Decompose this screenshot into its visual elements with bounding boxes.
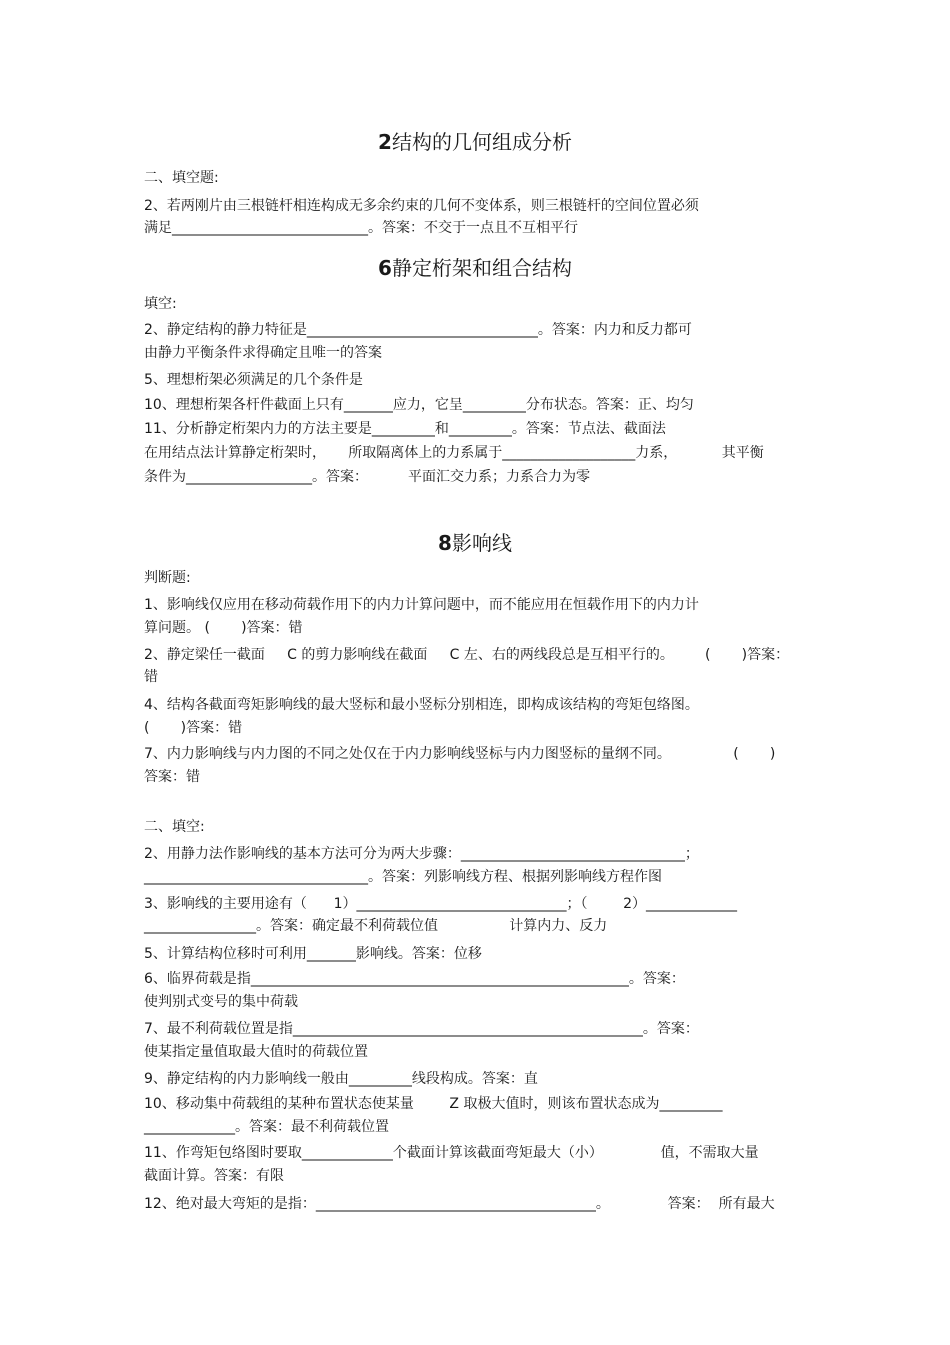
fill-7-line2: 使某指定量值取最大值时的荷载位置 [144,1044,368,1060]
judge-subhead: 判断题: [144,570,191,586]
sec2-q2-line2: 满足____________________________。答案：不交于一点且不互相平行 [144,220,578,236]
sec6-node-line1: 在用结点法计算静定桁架时， 所取隔离体上的力系属于___________________力系， 其平衡 [144,445,764,461]
fill-6-line1: 6、临界荷载是指______________________________________________________。答案： [144,971,685,987]
section-2-subhead: 二、填空题: [144,170,219,186]
fill-3-line2: ________________。答案：确定最不利荷载位值 计算内力、反力 [144,918,608,934]
judge-7-line2: 答案：错 [144,769,200,785]
judge-4-line1: 4、结构各截面弯矩影响线的最大竖标和最小竖标分别相连，即构成该结构的弯矩包络图。 [144,697,699,713]
fill-11-line1: 11、作弯矩包络图时要取_____________个截面计算该截面弯矩最大（小） 值，不需取大量 [144,1145,759,1161]
judge-2-line1: 2、静定梁任一截面 C 的剪力影响线在截面 C 左、右的两线段总是互相平行的。 ( )答案： [144,647,790,663]
section-8-number: 8 [438,531,452,555]
section-6-heading [0,255,950,281]
judge-4-line2: ( )答案：错 [144,720,243,736]
section-2-title: 结构的几何组成分析 [391,130,572,154]
section-8-heading [0,530,950,556]
sec6-q2-line1: 2、静定结构的静力特征是_________________________________。答案：内力和反力都可 [144,322,692,338]
fill-2-line2: ________________________________。答案：列影响线方程、根据列影响线方程作图 [144,869,662,885]
fill-subhead: 二、填空: [144,819,205,835]
sec6-q5: 5、理想桁架必须满足的几个条件是 [144,372,363,388]
section-2-number: 2 [378,130,392,154]
section-6-title: 静定桁架和组合结构 [391,256,572,280]
section-2-heading [0,129,950,155]
judge-1-line1: 1、影响线仅应用在移动荷载作用下的内力计算问题中，而不能应用在恒载作用下的内力计 [144,597,699,613]
section-6-subhead: 填空: [144,296,177,312]
section-8-title: 影响线 [451,531,512,555]
section-6-number: 6 [378,256,392,280]
fill-2-line1: 2、用静力法作影响线的基本方法可分为两大步骤：________________________________； [144,846,699,862]
judge-7-line1: 7、内力影响线与内力图的不同之处仅在于内力影响线竖标与内力图竖标的量纲不同。 ( ) [144,746,776,762]
fill-11-line2: 截面计算。答案：有限 [144,1168,284,1184]
fill-10-line1: 10、移动集中荷载组的某种布置状态使某量 Z 取极大值时，则该布置状态成为_________ [144,1096,723,1112]
judge-1-line2: 算问题。 ( )答案：错 [144,620,303,636]
sec6-q10: 10、理想桁架各杆件截面上只有_______应力，它呈_________分布状态。答案：正、均匀 [144,397,694,413]
fill-5: 5、计算结构位移时可利用_______影响线。答案：位移 [144,946,482,962]
fill-3-line1: 3、影响线的主要用途有（ 1）______________________________；（ 2）_____________ [144,896,738,912]
fill-6-line2: 使判别式变号的集中荷载 [144,994,298,1010]
fill-10-line2: _____________。答案：最不利荷载位置 [144,1119,389,1135]
sec6-q2-line2: 由静力平衡条件求得确定且唯一的答案 [144,345,382,361]
fill-7-line1: 7、最不利荷载位置是指__________________________________________________。答案： [144,1021,699,1037]
fill-12: 12、绝对最大弯矩的是指：________________________________________。 答案： 所有最大 [144,1196,775,1212]
sec2-q2-line1: 2、若两刚片由三根链杆相连构成无多余约束的几何不变体系，则三根链杆的空间位置必须 [144,198,699,214]
sec6-node-line2: 条件为__________________。答案： 平面汇交力系；力系合力为零 [144,469,591,485]
fill-9: 9、静定结构的内力影响线一般由_________线段构成。答案：直 [144,1071,538,1087]
sec6-q11: 11、分析静定桁架内力的方法主要是_________和_________。答案：节点法、截面法 [144,421,666,437]
judge-2-line2: 错 [144,669,158,685]
